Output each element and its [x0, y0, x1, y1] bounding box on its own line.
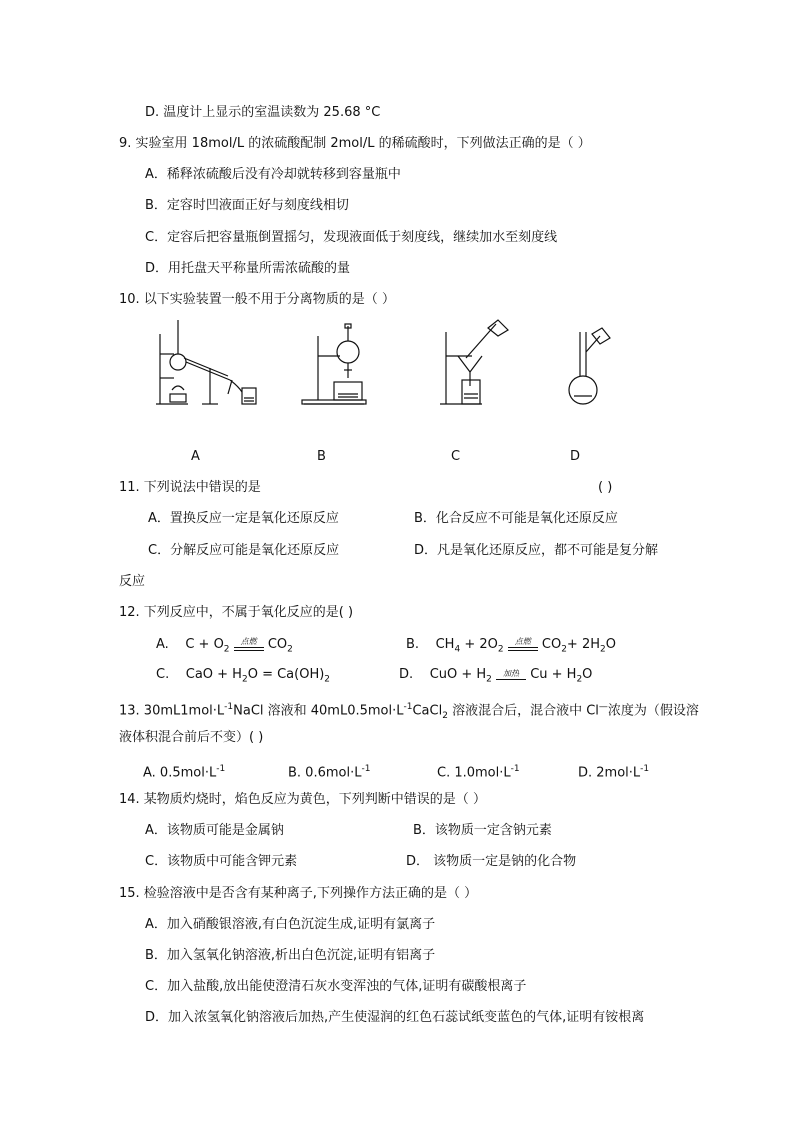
- q10-label-a: A: [191, 449, 200, 464]
- q10-apparatus-figures: [140, 318, 620, 418]
- q15-option-c: C．加入盐酸,放出能使澄清石灰水变浑浊的气体,证明有碳酸根离子: [145, 979, 527, 994]
- q10-label-c: C: [451, 449, 461, 464]
- q11-option-b: B．化合反应不可能是氧化还原反应: [414, 511, 618, 526]
- q13-option-c: C. $1.0mol\cdot L^{-1}$: [437, 764, 520, 781]
- q14-option-a: A．该物质可能是金属钠: [145, 823, 284, 838]
- q9-option-c: C．定容后把容量瓶倒置摇匀，发现液面低于刻度线，继续加水至刻度线: [145, 230, 558, 245]
- question-9: 9. 实验室用 18mol/L 的浓硫酸配制 2mol/L 的稀硫酸时，下列做法正确的是（ ）: [119, 136, 591, 151]
- q11-option-a: A．置换反应一定是氧化还原反应: [148, 511, 339, 526]
- condition-heat: 加热: [496, 670, 526, 680]
- q14-option-c: C．该物质中可能含钾元素: [145, 854, 298, 869]
- q11-answer-blank: ( ): [598, 480, 613, 495]
- question-11: 11. 下列说法中错误的是: [119, 480, 261, 495]
- q15-option-a: A．加入硝酸银溶液,有白色沉淀生成,证明有氯离子: [145, 917, 436, 932]
- q12-option-b: B. $CH_4 + 2O_2$ 点燃 $CO_2+ 2H_2O$: [406, 637, 616, 655]
- q15-option-d: D．加入浓氢氧化钠溶液后加热,产生使湿润的红色石蕊试纸变蓝色的气体,证明有铵根离: [145, 1010, 645, 1025]
- q11-option-d: D．凡是氧化还原反应，都不可能是复分解: [414, 543, 659, 558]
- q8-option-d: D. 温度计上显示的室温读数为 25.68 °C: [145, 105, 381, 120]
- condition-ignite: 点燃: [508, 638, 538, 651]
- q12-option-a: A. $C + O_2$ 点燃 $CO_2$: [156, 637, 293, 655]
- q9-option-b: B．定容时凹液面正好与刻度线相切: [145, 198, 349, 213]
- question-13-line-2: 液体积混合前后不变）( ): [119, 730, 264, 745]
- q10-label-d: D: [570, 449, 581, 464]
- question-13: 13. $30mL1mol\cdot L^{-1}NaCl$ 溶液和 $40mL0.5mol\cdot L^{-1}CaCl_2$ 溶液混合后，混合液中 Cl—浓度为（假设溶: [119, 702, 699, 721]
- question-14: 14. 某物质灼烧时，焰色反应为黄色，下列判断中错误的是（ ）: [119, 792, 486, 807]
- separatory-funnel-apparatus-image: [300, 322, 380, 408]
- q11-option-c: C．分解反应可能是氧化还原反应: [148, 543, 340, 558]
- q11-option-d-wrap: 反应: [119, 574, 146, 589]
- q14-option-d: D． 该物质一定是钠的化合物: [406, 854, 577, 869]
- distillation-apparatus-image: [150, 318, 260, 408]
- q13-option-d: D. $2mol\cdot L^{-1}$: [578, 764, 650, 781]
- q12-option-d: D. CuO + $H_2$ 加热 $Cu + H_2O$: [399, 667, 593, 685]
- question-15: 15. 检验溶液中是否含有某种离子,下列操作方法正确的是（ ）: [119, 886, 478, 901]
- volumetric-flask-image: [560, 326, 620, 410]
- filtration-apparatus-image: [438, 318, 528, 408]
- condition-ignite: 点燃: [234, 638, 264, 651]
- question-10: 10. 以下实验装置一般不用于分离物质的是（ ）: [119, 292, 395, 307]
- q13-option-a: A. $0.5mol\cdot L^{-1}$: [143, 764, 226, 781]
- q10-label-b: B: [317, 449, 326, 464]
- q12-option-c: C. CaO + $H_2O = Ca(OH)_2$: [156, 667, 331, 685]
- q15-option-b: B．加入氢氧化钠溶液,析出白色沉淀,证明有铝离子: [145, 948, 436, 963]
- q13-option-b: B. $0.6mol\cdot L^{-1}$: [288, 764, 371, 781]
- question-12: 12. 下列反应中，不属于氧化反应的是( ): [119, 605, 354, 620]
- q9-option-d: D．用托盘天平称量所需浓硫酸的量: [145, 261, 351, 276]
- q9-option-a: A．稀释浓硫酸后没有冷却就转移到容量瓶中: [145, 167, 401, 182]
- q14-option-b: B．该物质一定含钠元素: [413, 823, 552, 838]
